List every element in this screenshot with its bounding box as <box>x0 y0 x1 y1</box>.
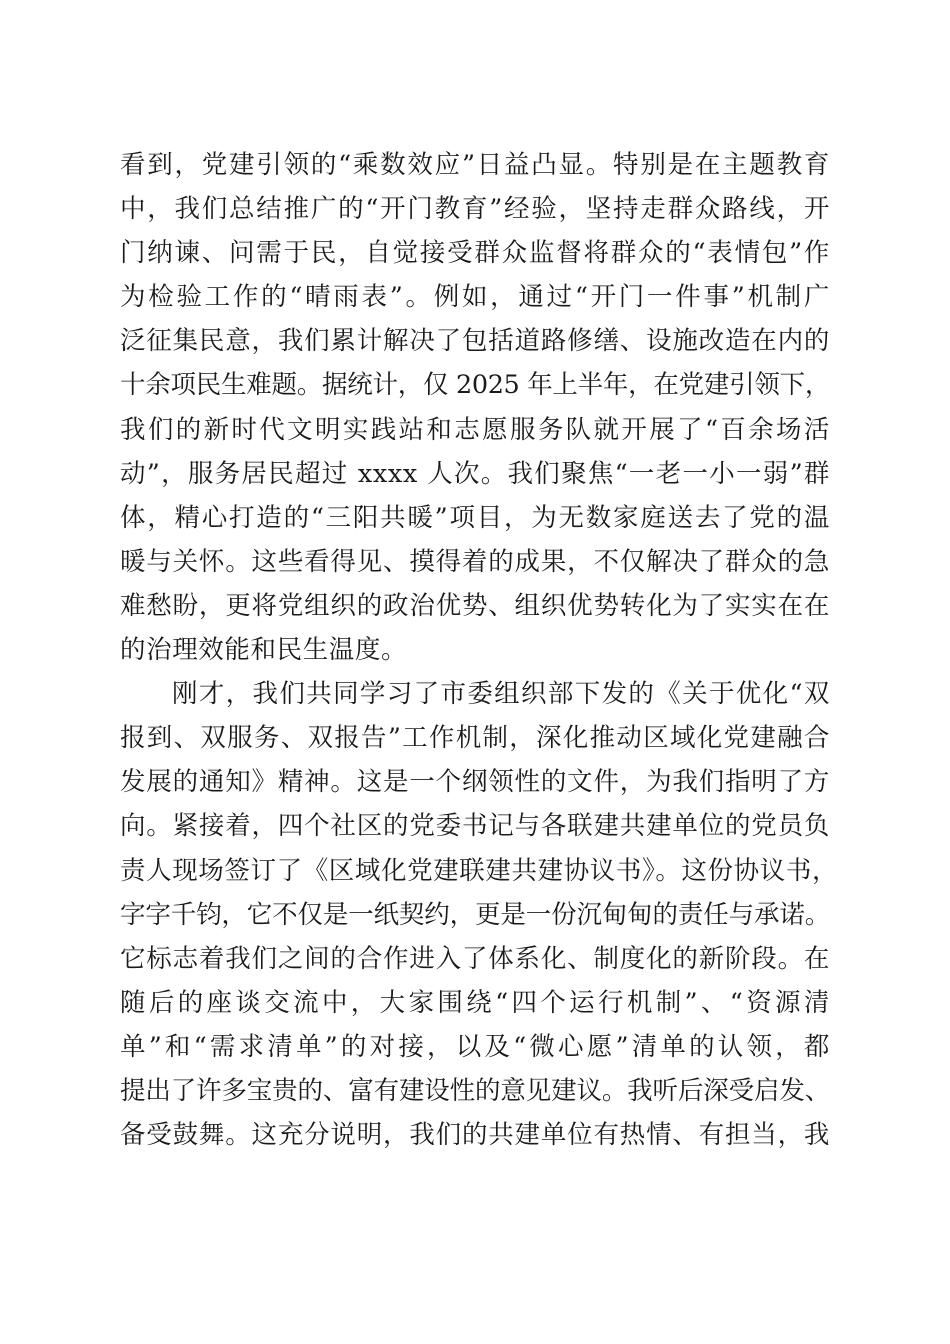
text-line: 刚才，我们共同学习了市委组织部下发的《关于优化“双 <box>172 679 830 710</box>
text-line: 发展的通知》精神。这是一个纲领性的文件，为我们指明了方 <box>120 767 830 798</box>
text-line: 单”和“需求清单”的对接，以及“微心愿”清单的认领，都 <box>120 1031 830 1062</box>
text-line: 门纳谏、问需于民，自觉接受群众监督将群众的“表情包”作 <box>120 238 830 269</box>
text-line: 十余项民生难题。据统计，仅 2025 年上半年，在党建引领下， <box>120 370 830 401</box>
text-line: 暖与关怀。这些看得见、摸得着的成果，不仅解决了群众的急 <box>120 546 830 577</box>
text-line: 随后的座谈交流中，大家围绕“四个运行机制”、“资源清 <box>120 987 830 1018</box>
text-line: 的治理效能和民生温度。 <box>120 635 408 666</box>
text-line: 向。紧接着，四个社区的党委书记与各联建共建单位的党员负 <box>120 811 830 842</box>
paragraph <box>120 672 839 1157</box>
text-line: 我们的新时代文明实践站和志愿服务队就开展了“百余场活 <box>120 414 830 445</box>
text-line: 难愁盼，更将党组织的政治优势、组织优势转化为了实实在在 <box>120 590 830 621</box>
text-line: 为检验工作的“晴雨表”。例如，通过“开门一件事”机制广 <box>120 282 830 313</box>
text-line: 看到，党建引领的“乘数效应”日益凸显。特别是在主题教育 <box>120 150 830 180</box>
text-line: 泛征集民意，我们累计解决了包括道路修缮、设施改造在内的 <box>120 326 830 357</box>
paragraph <box>120 143 830 672</box>
text-line: 体，精心打造的“三阳共暖”项目，为无数家庭送去了党的温 <box>120 502 830 533</box>
text-line: 提出了许多宝贵的、富有建设性的意见建议。我听后深受启发、 <box>120 1075 830 1106</box>
text-line: 字字千钧，它不仅是一纸契约，更是一份沉甸甸的责任与承诺。 <box>120 899 830 930</box>
text-line: 责人现场签订了《区域化党建联建共建协议书》。这份协议书， <box>120 855 839 886</box>
document-body <box>120 143 839 1157</box>
text-line: 中，我们总结推广的“开门教育”经验，坚持走群众路线，开 <box>120 194 830 225</box>
text-line: 报到、双服务、双报告”工作机制，深化推动区域化党建融合 <box>120 723 830 754</box>
text-line: 动”，服务居民超过 xxxx 人次。我们聚焦“一老一小一弱”群 <box>120 458 830 489</box>
text-line: 它标志着我们之间的合作进入了体系化、制度化的新阶段。在 <box>120 943 830 974</box>
text-line: 备受鼓舞。这充分说明，我们的共建单位有热情、有担当，我 <box>120 1120 830 1151</box>
